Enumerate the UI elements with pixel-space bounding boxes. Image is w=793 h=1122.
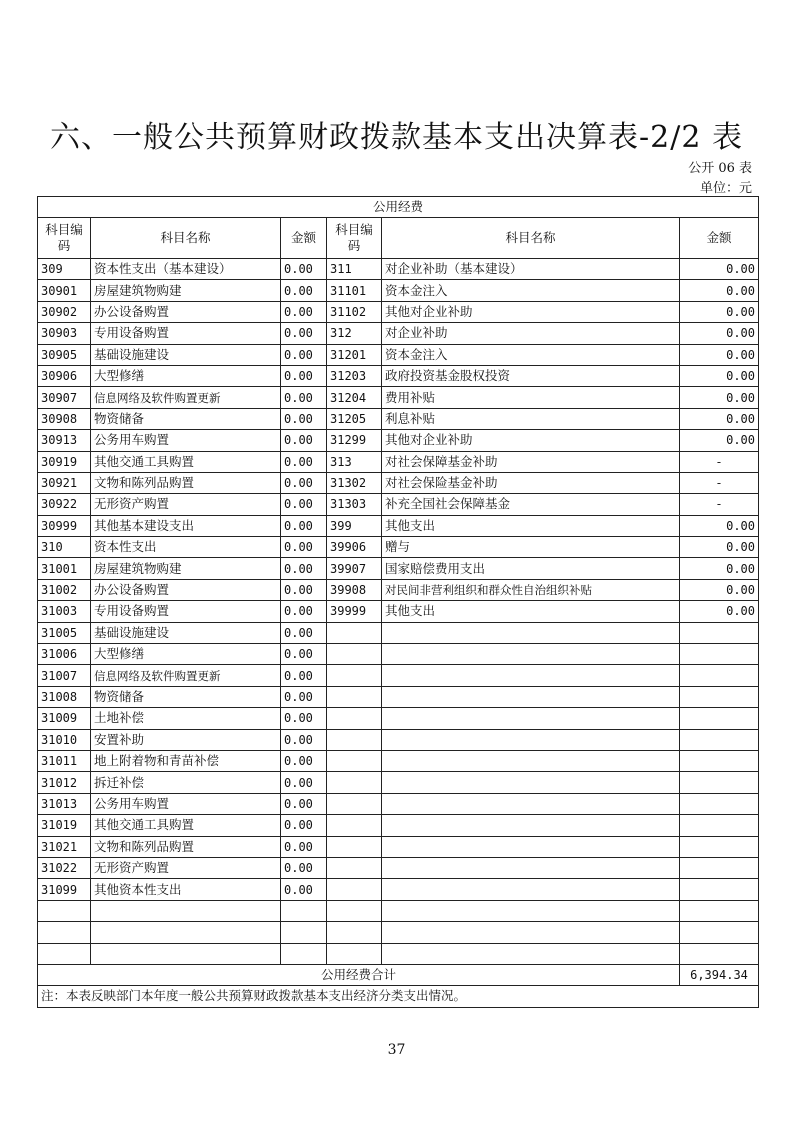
unit-label: 单位：元 <box>699 181 752 196</box>
left-amount-cell: 0.00 <box>281 451 327 472</box>
left-amount-cell: 0.00 <box>281 857 327 878</box>
right-amount-cell <box>680 900 759 921</box>
right-amount-cell: 0.00 <box>680 430 759 451</box>
table-caption: 公用经费 <box>38 197 759 218</box>
right-code-cell: 31201 <box>327 344 382 365</box>
left-code-cell: 30913 <box>38 430 91 451</box>
right-amount-cell <box>680 793 759 814</box>
left-amount-cell: 0.00 <box>281 601 327 622</box>
right-amount-cell <box>680 857 759 878</box>
left-name-cell <box>91 943 281 964</box>
right-name-cell <box>382 879 680 900</box>
right-code-cell: 31299 <box>327 430 382 451</box>
table-row <box>38 922 759 943</box>
right-code-cell: 399 <box>327 515 382 536</box>
table-row <box>38 686 759 707</box>
left-name-cell: 土地补偿 <box>91 708 281 729</box>
left-amount-cell: 0.00 <box>281 836 327 857</box>
left-name-cell: 其他交通工具购置 <box>91 815 281 836</box>
right-name-cell: 补充全国社会保障基金 <box>382 494 680 515</box>
table-row <box>38 943 759 964</box>
left-code-cell: 30902 <box>38 301 91 322</box>
left-code-cell: 31006 <box>38 644 91 665</box>
left-name-cell: 基础设施建设 <box>91 344 281 365</box>
left-amount-cell: 0.00 <box>281 815 327 836</box>
left-code-cell: 31022 <box>38 857 91 878</box>
table-row <box>38 900 759 921</box>
table-row <box>38 387 759 408</box>
table-row <box>38 430 759 451</box>
right-name-cell <box>382 686 680 707</box>
right-amount-cell: 0.00 <box>680 537 759 558</box>
left-amount-cell: 0.00 <box>281 537 327 558</box>
right-name-cell <box>382 857 680 878</box>
left-amount-cell: 0.00 <box>281 408 327 429</box>
left-amount-cell: 0.00 <box>281 644 327 665</box>
total-row <box>38 964 759 985</box>
table-row <box>38 836 759 857</box>
left-name-cell: 办公设备购置 <box>91 301 281 322</box>
right-name-cell <box>382 665 680 686</box>
left-code-cell: 31012 <box>38 772 91 793</box>
left-amount-cell: 0.00 <box>281 515 327 536</box>
table-row <box>38 772 759 793</box>
right-amount-cell <box>680 665 759 686</box>
left-amount-cell: 0.00 <box>281 365 327 386</box>
left-amount-cell: 0.00 <box>281 622 327 643</box>
header-name-right: 科目名称 <box>382 218 680 259</box>
right-amount-cell <box>680 750 759 771</box>
left-name-cell: 公务用车购置 <box>91 430 281 451</box>
right-amount-cell: - <box>680 451 759 472</box>
left-name-cell: 房屋建筑物购建 <box>91 280 281 301</box>
left-code-cell: 31002 <box>38 579 91 600</box>
left-name-cell: 基础设施建设 <box>91 622 281 643</box>
right-amount-cell: - <box>680 472 759 493</box>
right-name-cell: 其他支出 <box>382 601 680 622</box>
left-amount-cell: 0.00 <box>281 879 327 900</box>
left-amount-cell: 0.00 <box>281 494 327 515</box>
right-name-cell <box>382 729 680 750</box>
table-row <box>38 857 759 878</box>
right-code-cell <box>327 622 382 643</box>
left-name-cell: 地上附着物和青苗补偿 <box>91 750 281 771</box>
left-code-cell: 30905 <box>38 344 91 365</box>
right-code-cell: 39906 <box>327 537 382 558</box>
right-name-cell <box>382 750 680 771</box>
right-name-cell: 国家赔偿费用支出 <box>382 558 680 579</box>
right-amount-cell <box>680 686 759 707</box>
right-code-cell: 31101 <box>327 280 382 301</box>
right-amount-cell <box>680 836 759 857</box>
table-note: 注：本表反映部门本年度一般公共预算财政拨款基本支出经济分类支出情况。 <box>38 986 759 1007</box>
table-row <box>38 729 759 750</box>
table-row <box>38 515 759 536</box>
right-code-cell <box>327 686 382 707</box>
right-amount-cell: 0.00 <box>680 365 759 386</box>
right-code-cell: 311 <box>327 259 382 280</box>
left-name-cell: 其他资本性支出 <box>91 879 281 900</box>
table-row <box>38 323 759 344</box>
right-code-cell: 312 <box>327 323 382 344</box>
left-amount-cell: 0.00 <box>281 387 327 408</box>
left-name-cell: 文物和陈列品购置 <box>91 836 281 857</box>
right-code-cell <box>327 815 382 836</box>
right-name-cell <box>382 708 680 729</box>
right-code-cell: 31302 <box>327 472 382 493</box>
right-amount-cell <box>680 943 759 964</box>
left-name-cell: 拆迁补偿 <box>91 772 281 793</box>
right-code-cell: 31205 <box>327 408 382 429</box>
left-code-cell: 30907 <box>38 387 91 408</box>
left-code-cell: 30921 <box>38 472 91 493</box>
right-code-cell <box>327 665 382 686</box>
right-code-cell <box>327 708 382 729</box>
left-code-cell: 30901 <box>38 280 91 301</box>
right-name-cell: 其他支出 <box>382 515 680 536</box>
table-row <box>38 301 759 322</box>
right-code-cell <box>327 750 382 771</box>
right-code-cell <box>327 879 382 900</box>
left-code-cell: 31009 <box>38 708 91 729</box>
note-row <box>38 986 759 1007</box>
left-amount-cell: 0.00 <box>281 344 327 365</box>
header-code-right: 科目编码 <box>327 218 382 259</box>
right-code-cell <box>327 836 382 857</box>
right-name-cell: 费用补贴 <box>382 387 680 408</box>
left-name-cell: 资本性支出（基本建设） <box>91 259 281 280</box>
right-name-cell: 对社会保障基金补助 <box>382 451 680 472</box>
right-amount-cell <box>680 708 759 729</box>
right-amount-cell <box>680 879 759 900</box>
table-caption-row <box>38 197 759 218</box>
right-amount-cell <box>680 644 759 665</box>
right-amount-cell: 0.00 <box>680 558 759 579</box>
right-code-cell: 39908 <box>327 579 382 600</box>
left-name-cell: 大型修缮 <box>91 365 281 386</box>
header-code-left: 科目编码 <box>38 218 91 259</box>
right-amount-cell: - <box>680 494 759 515</box>
left-name-cell: 公务用车购置 <box>91 793 281 814</box>
right-name-cell: 对社会保险基金补助 <box>382 472 680 493</box>
left-name-cell: 办公设备购置 <box>91 579 281 600</box>
right-name-cell: 资本金注入 <box>382 344 680 365</box>
table-row <box>38 665 759 686</box>
right-name-cell: 资本金注入 <box>382 280 680 301</box>
right-amount-cell: 0.00 <box>680 387 759 408</box>
left-code-cell: 30922 <box>38 494 91 515</box>
header-amount-right: 金额 <box>680 218 759 259</box>
total-value: 6,394.34 <box>680 964 759 985</box>
table-row <box>38 708 759 729</box>
right-amount-cell: 0.00 <box>680 259 759 280</box>
left-name-cell: 专用设备购置 <box>91 323 281 344</box>
right-code-cell <box>327 793 382 814</box>
right-name-cell <box>382 836 680 857</box>
right-code-cell: 39907 <box>327 558 382 579</box>
left-code-cell: 31008 <box>38 686 91 707</box>
left-code-cell: 30903 <box>38 323 91 344</box>
left-code-cell: 31003 <box>38 601 91 622</box>
left-name-cell: 物资储备 <box>91 408 281 429</box>
left-amount-cell: 0.00 <box>281 772 327 793</box>
left-amount-cell <box>281 922 327 943</box>
left-code-cell: 31001 <box>38 558 91 579</box>
left-amount-cell: 0.00 <box>281 301 327 322</box>
right-code-cell: 31102 <box>327 301 382 322</box>
table-row <box>38 879 759 900</box>
right-name-cell: 对民间非营利组织和群众性自治组织补贴 <box>382 579 680 600</box>
left-code-cell: 30908 <box>38 408 91 429</box>
table-row <box>38 750 759 771</box>
right-amount-cell <box>680 772 759 793</box>
right-amount-cell <box>680 815 759 836</box>
right-code-cell <box>327 644 382 665</box>
left-name-cell: 资本性支出 <box>91 537 281 558</box>
left-name-cell: 其他基本建设支出 <box>91 515 281 536</box>
right-name-cell: 利息补贴 <box>382 408 680 429</box>
left-code-cell: 31099 <box>38 879 91 900</box>
left-amount-cell: 0.00 <box>281 665 327 686</box>
left-name-cell: 安置补助 <box>91 729 281 750</box>
right-amount-cell: 0.00 <box>680 323 759 344</box>
left-amount-cell: 0.00 <box>281 259 327 280</box>
right-code-cell: 31303 <box>327 494 382 515</box>
right-name-cell <box>382 644 680 665</box>
left-name-cell: 文物和陈列品购置 <box>91 472 281 493</box>
header-amount-left: 金额 <box>281 218 327 259</box>
table-header-row <box>38 218 759 259</box>
table-row <box>38 601 759 622</box>
left-amount-cell: 0.00 <box>281 280 327 301</box>
table-row <box>38 259 759 280</box>
table-row <box>38 622 759 643</box>
table-row <box>38 280 759 301</box>
right-amount-cell <box>680 622 759 643</box>
right-name-cell: 对企业补助（基本建设） <box>382 259 680 280</box>
right-amount-cell: 0.00 <box>680 601 759 622</box>
left-amount-cell: 0.00 <box>281 430 327 451</box>
left-amount-cell: 0.00 <box>281 558 327 579</box>
right-code-cell: 39999 <box>327 601 382 622</box>
right-name-cell <box>382 793 680 814</box>
right-name-cell: 其他对企业补助 <box>382 430 680 451</box>
left-amount-cell: 0.00 <box>281 686 327 707</box>
left-name-cell: 无形资产购置 <box>91 494 281 515</box>
right-code-cell <box>327 772 382 793</box>
right-amount-cell: 0.00 <box>680 344 759 365</box>
right-code-cell <box>327 900 382 921</box>
table-row <box>38 472 759 493</box>
right-name-cell <box>382 922 680 943</box>
right-code-cell <box>327 922 382 943</box>
left-name-cell: 信息网络及软件购置更新 <box>91 387 281 408</box>
right-amount-cell <box>680 729 759 750</box>
right-amount-cell: 0.00 <box>680 515 759 536</box>
left-code-cell <box>38 900 91 921</box>
left-name-cell: 大型修缮 <box>91 644 281 665</box>
table-row <box>38 408 759 429</box>
right-code-cell: 31203 <box>327 365 382 386</box>
right-amount-cell: 0.00 <box>680 301 759 322</box>
table-row <box>38 344 759 365</box>
left-code-cell: 309 <box>38 259 91 280</box>
header-name-left: 科目名称 <box>91 218 281 259</box>
right-code-cell <box>327 857 382 878</box>
page-number: 37 <box>387 1042 406 1058</box>
right-name-cell <box>382 943 680 964</box>
left-code-cell: 31007 <box>38 665 91 686</box>
table-row <box>38 537 759 558</box>
left-amount-cell <box>281 900 327 921</box>
table-row <box>38 365 759 386</box>
table-row <box>38 579 759 600</box>
left-code-cell: 31011 <box>38 750 91 771</box>
left-amount-cell: 0.00 <box>281 708 327 729</box>
left-amount-cell: 0.00 <box>281 793 327 814</box>
right-code-cell: 313 <box>327 451 382 472</box>
table-row <box>38 644 759 665</box>
left-code-cell: 31021 <box>38 836 91 857</box>
total-label: 公用经费合计 <box>38 964 680 985</box>
left-amount-cell <box>281 943 327 964</box>
page-title: 六、一般公共预算财政拨款基本支出决算表-2/2 表 <box>50 120 743 155</box>
right-name-cell <box>382 772 680 793</box>
left-amount-cell: 0.00 <box>281 750 327 771</box>
left-amount-cell: 0.00 <box>281 729 327 750</box>
left-code-cell <box>38 922 91 943</box>
right-name-cell <box>382 900 680 921</box>
left-code-cell: 31005 <box>38 622 91 643</box>
left-name-cell: 专用设备购置 <box>91 601 281 622</box>
table-row <box>38 494 759 515</box>
left-amount-cell: 0.00 <box>281 579 327 600</box>
left-code-cell: 310 <box>38 537 91 558</box>
left-code-cell: 31010 <box>38 729 91 750</box>
right-name-cell: 对企业补助 <box>382 323 680 344</box>
right-amount-cell: 0.00 <box>680 579 759 600</box>
left-code-cell: 30999 <box>38 515 91 536</box>
right-amount-cell <box>680 922 759 943</box>
right-name-cell: 政府投资基金股权投资 <box>382 365 680 386</box>
left-name-cell: 其他交通工具购置 <box>91 451 281 472</box>
right-name-cell: 赠与 <box>382 537 680 558</box>
left-code-cell: 31019 <box>38 815 91 836</box>
left-name-cell <box>91 922 281 943</box>
left-name-cell: 无形资产购置 <box>91 857 281 878</box>
left-code-cell: 31013 <box>38 793 91 814</box>
left-amount-cell: 0.00 <box>281 472 327 493</box>
right-name-cell: 其他对企业补助 <box>382 301 680 322</box>
left-amount-cell: 0.00 <box>281 323 327 344</box>
right-code-cell <box>327 943 382 964</box>
left-name-cell <box>91 900 281 921</box>
table-row <box>38 558 759 579</box>
left-name-cell: 物资储备 <box>91 686 281 707</box>
left-name-cell: 信息网络及软件购置更新 <box>91 665 281 686</box>
right-amount-cell: 0.00 <box>680 280 759 301</box>
right-name-cell <box>382 815 680 836</box>
right-code-cell: 31204 <box>327 387 382 408</box>
left-code-cell <box>38 943 91 964</box>
right-amount-cell: 0.00 <box>680 408 759 429</box>
table-row <box>38 793 759 814</box>
left-code-cell: 30919 <box>38 451 91 472</box>
expenditure-table <box>37 196 759 1008</box>
table-row <box>38 451 759 472</box>
left-name-cell: 房屋建筑物购建 <box>91 558 281 579</box>
form-number: 公开 06 表 <box>688 161 752 176</box>
left-code-cell: 30906 <box>38 365 91 386</box>
right-code-cell <box>327 729 382 750</box>
table-row <box>38 815 759 836</box>
right-name-cell <box>382 622 680 643</box>
